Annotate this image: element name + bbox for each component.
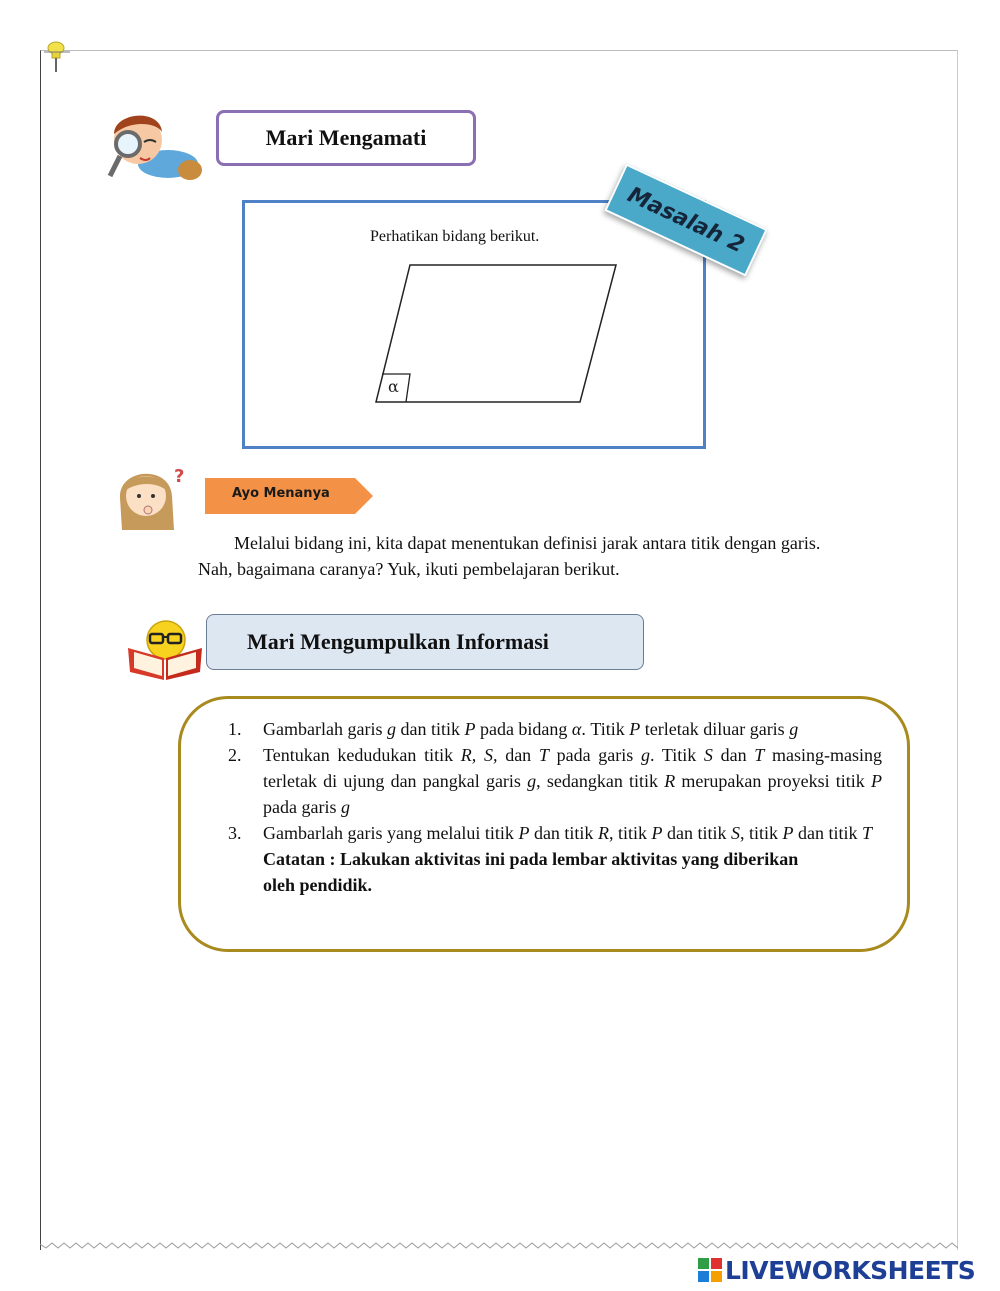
observe-title-box: [216, 110, 476, 166]
problem-tag-label: Masalah 2: [623, 182, 749, 258]
list-item: 3. Gambarlah garis yang melalui titik P dan titik R, titik P dan titik S, titik P dan titik T: [228, 823, 872, 843]
info-title-box: [206, 614, 644, 670]
liveworksheets-brand: LIVEWORKSHEETS: [725, 1255, 976, 1285]
info-title: Mari Mengumpulkan Informasi: [247, 629, 549, 654]
question-banner-label: Ayo Menanya: [232, 486, 330, 501]
problem-instruction: Perhatikan bidang berikut.: [370, 228, 540, 245]
parallelogram-figure: [360, 256, 630, 416]
list-item: 2. Tentukan kedudukan titik R, S, dan T pada garis g. Titik S dan T masing-masing terletak di ujung dan pangkal garis g, sedangkan titik R merupakan proyeksi titik P pada garis g: [228, 745, 882, 817]
activity-note: [263, 846, 882, 898]
intro-line-1: Melalui bidang ini, kita dapat menentukan definisi jarak antara titik dengan garis.: [234, 533, 821, 553]
activity-steps: [228, 716, 882, 898]
girl-thinking-icon: [112, 462, 194, 534]
angle-label: α: [388, 377, 399, 396]
boy-magnifier-icon: [100, 104, 204, 186]
liveworksheets-blocks-icon: [698, 1258, 722, 1282]
list-item: 1. Gambarlah garis g dan titik P pada bidang α. Titik P terletak diluar garis g: [228, 719, 799, 739]
note-line-1: Catatan : Lakukan aktivitas ini pada lembar aktivitas yang diberikan: [263, 849, 799, 869]
observe-title: Mari Mengamati: [265, 125, 427, 150]
liveworksheets-logo[interactable]: [698, 1256, 975, 1284]
torn-edge: [40, 1238, 958, 1254]
intro-paragraph: [198, 530, 880, 582]
pushpin-icon: [42, 40, 70, 74]
note-line-2: oleh pendidik.: [263, 875, 373, 895]
reading-emoji-icon: [126, 618, 204, 682]
svg-text:?: ?: [174, 466, 185, 487]
intro-line-2: Nah, bagaimana caranya? Yuk, ikuti pembelajaran berikut.: [198, 559, 620, 579]
